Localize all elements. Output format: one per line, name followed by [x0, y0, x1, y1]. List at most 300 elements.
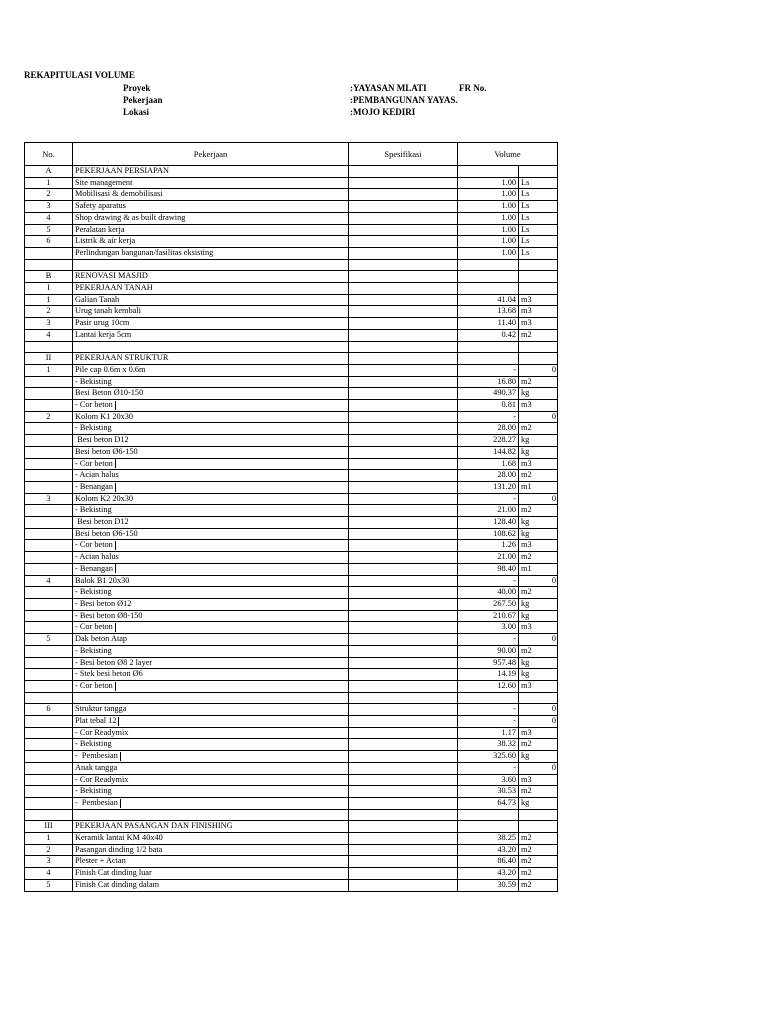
cell-unit	[519, 844, 558, 856]
cell-spesifikasi	[349, 622, 458, 634]
table-row	[25, 353, 558, 365]
cell-volume	[458, 692, 519, 704]
cell-no: 4	[25, 329, 73, 341]
cell-volume: 14.19	[458, 669, 519, 681]
table-row	[25, 716, 558, 728]
pekerjaan-text: Site management	[75, 177, 133, 187]
cell-no: 5	[25, 879, 73, 891]
cell-volume: 12.60	[458, 680, 519, 692]
cell-volume: -	[458, 493, 519, 505]
cell-pekerjaan	[73, 493, 349, 505]
cell-pekerjaan	[73, 751, 349, 763]
pekerjaan-text: Besi beton Ø6-150	[75, 528, 138, 538]
cell-spesifikasi	[349, 493, 458, 505]
table-row	[25, 224, 558, 236]
cell-unit	[519, 517, 558, 529]
cell-unit	[519, 704, 558, 716]
cell-no: B	[25, 271, 73, 283]
cell-divider-mark	[115, 682, 116, 691]
cell-pekerjaan	[73, 435, 349, 447]
cell-pekerjaan	[73, 212, 349, 224]
cell-no	[25, 446, 73, 458]
pekerjaan-text: Kolom K1 20x30	[75, 411, 134, 421]
table-row	[25, 388, 558, 400]
pekerjaan-text: PEKERJAAN PERSIAPAN	[75, 166, 169, 175]
cell-volume: 144.82	[458, 446, 519, 458]
cell-no: A	[25, 166, 73, 178]
cell-volume: 1.00	[458, 236, 519, 248]
cell-no	[25, 388, 73, 400]
pekerjaan-value: :PEMBANGUNAN YAYAS.	[350, 95, 458, 105]
cell-spesifikasi	[349, 283, 458, 295]
table-row	[25, 833, 558, 845]
cell-spesifikasi	[349, 809, 458, 821]
pekerjaan-text: - Benangan	[75, 563, 114, 573]
cell-volume: 3.00	[458, 622, 519, 634]
cell-volume: 108.62	[458, 528, 519, 540]
table-row	[25, 704, 558, 716]
cell-unit	[519, 622, 558, 634]
cell-pekerjaan	[73, 341, 349, 353]
proyek-label: Proyek	[123, 83, 151, 93]
cell-no	[25, 247, 73, 259]
table-row	[25, 446, 558, 458]
table-row	[25, 680, 558, 692]
cell-unit	[519, 224, 558, 236]
cell-unit	[519, 528, 558, 540]
table-row	[25, 271, 558, 283]
cell-no	[25, 435, 73, 447]
table-row-blank	[25, 341, 558, 353]
table-row	[25, 622, 558, 634]
cell-pekerjaan	[73, 669, 349, 681]
cell-no	[25, 727, 73, 739]
cell-pekerjaan	[73, 400, 349, 412]
cell-unit	[519, 212, 558, 224]
table-row	[25, 657, 558, 669]
cell-volume: 1.00	[458, 189, 519, 201]
lokasi-value: :MOJO KEDIRI	[350, 107, 416, 117]
cell-volume: 41.04	[458, 294, 519, 306]
cell-unit	[519, 470, 558, 482]
cell-unit	[519, 458, 558, 470]
pekerjaan-text: - Cor beton	[75, 400, 113, 410]
cell-divider-mark	[115, 541, 116, 550]
cell-unit	[519, 716, 558, 728]
table-row	[25, 669, 558, 681]
cell-no	[25, 692, 73, 704]
pekerjaan-text: - Cor Readymix	[75, 774, 129, 784]
cell-spesifikasi	[349, 306, 458, 318]
cell-spesifikasi	[349, 212, 458, 224]
cell-no	[25, 563, 73, 575]
pekerjaan-text: Balok B1 20x30	[75, 575, 130, 585]
cell-pekerjaan	[73, 563, 349, 575]
cell-no: 6	[25, 236, 73, 248]
table-row	[25, 575, 558, 587]
table-row	[25, 727, 558, 739]
unit-text: kg	[521, 610, 530, 620]
cell-pekerjaan	[73, 809, 349, 821]
cell-spesifikasi	[349, 236, 458, 248]
unit-text: m3	[521, 727, 532, 737]
cell-spesifikasi	[349, 563, 458, 575]
unit-text: kg	[521, 388, 530, 398]
pekerjaan-text: Galian Tanah	[75, 294, 120, 304]
cell-spesifikasi	[349, 657, 458, 669]
cell-unit	[519, 680, 558, 692]
cell-spesifikasi	[349, 294, 458, 306]
cell-no: 1	[25, 364, 73, 376]
cell-unit	[519, 821, 558, 833]
unit-text: kg	[521, 528, 530, 538]
cell-pekerjaan	[73, 692, 349, 704]
cell-volume: -	[458, 364, 519, 376]
cell-volume: 16.80	[458, 376, 519, 388]
table-row-blank	[25, 259, 558, 271]
cell-pekerjaan	[73, 353, 349, 365]
pekerjaan-text: Perlindungan bangunan/fasilitas eksisting	[75, 247, 214, 257]
cell-unit	[519, 540, 558, 552]
pekerjaan-text: - Stek besi beton Ø6	[75, 669, 143, 679]
table-row	[25, 634, 558, 646]
cell-volume: 43.20	[458, 868, 519, 880]
pekerjaan-text: - Benangan	[75, 481, 114, 491]
cell-spesifikasi	[349, 762, 458, 774]
cell-unit	[519, 177, 558, 189]
cell-spesifikasi	[349, 528, 458, 540]
column-header-volume: Volume	[458, 143, 558, 166]
cell-unit	[519, 341, 558, 353]
cell-pekerjaan	[73, 657, 349, 669]
table-row	[25, 423, 558, 435]
pekerjaan-text: - Besi beton Ø8-150	[75, 610, 143, 620]
cell-no	[25, 669, 73, 681]
pekerjaan-text: - Besi beton Ø8 2 layer	[75, 657, 153, 667]
cell-volume: 21.00	[458, 505, 519, 517]
cell-pekerjaan	[73, 517, 349, 529]
cell-no	[25, 423, 73, 435]
cell-spesifikasi	[349, 318, 458, 330]
cell-pekerjaan	[73, 283, 349, 295]
cell-unit	[519, 868, 558, 880]
cell-spesifikasi	[349, 598, 458, 610]
pekerjaan-text: - Bekisting	[75, 786, 112, 796]
cell-no	[25, 657, 73, 669]
table-row	[25, 247, 558, 259]
unit-text: Ls	[521, 189, 530, 199]
cell-unit	[519, 739, 558, 751]
pekerjaan-text: Listrik & air kerja	[75, 236, 136, 246]
pekerjaan-text: Urug tanah kembali	[75, 306, 141, 316]
pekerjaan-text: - Cor beton	[75, 622, 113, 632]
cell-pekerjaan	[73, 294, 349, 306]
cell-spesifikasi	[349, 634, 458, 646]
pekerjaan-text: - Pembesian	[75, 751, 118, 761]
pekerjaan-text: Safety aparatus	[75, 201, 126, 211]
cell-unit	[519, 786, 558, 798]
cell-unit	[519, 353, 558, 365]
pekerjaan-text: - Bekisting	[75, 505, 112, 515]
table-row	[25, 797, 558, 809]
cell-spesifikasi	[349, 470, 458, 482]
cell-spesifikasi	[349, 446, 458, 458]
cell-spesifikasi	[349, 645, 458, 657]
cell-no: I	[25, 283, 73, 295]
cell-pekerjaan	[73, 364, 349, 376]
cell-pekerjaan	[73, 528, 349, 540]
pekerjaan-text: Keramik lantai KM 40x40	[75, 833, 163, 843]
cell-no	[25, 481, 73, 493]
table-row	[25, 400, 558, 412]
cell-volume	[458, 821, 519, 833]
cell-unit	[519, 634, 558, 646]
cell-spesifikasi	[349, 458, 458, 470]
cell-pekerjaan	[73, 481, 349, 493]
unit-text: m1	[521, 563, 532, 573]
unit-text: kg	[521, 517, 530, 527]
cell-no: 5	[25, 634, 73, 646]
pekerjaan-text: - Besi beton Ø12	[75, 598, 132, 608]
table-row	[25, 318, 558, 330]
cell-no: 6	[25, 704, 73, 716]
cell-spesifikasi	[349, 400, 458, 412]
cell-pekerjaan	[73, 680, 349, 692]
cell-no: 2	[25, 844, 73, 856]
cell-no: 2	[25, 411, 73, 423]
cell-divider-mark	[120, 799, 121, 808]
cell-pekerjaan	[73, 645, 349, 657]
cell-pekerjaan	[73, 716, 349, 728]
cell-divider-mark	[118, 717, 119, 726]
cell-volume: 38.32	[458, 739, 519, 751]
cell-spesifikasi	[349, 423, 458, 435]
cell-volume: 0.81	[458, 400, 519, 412]
cell-no: 3	[25, 318, 73, 330]
cell-pekerjaan	[73, 458, 349, 470]
cell-pekerjaan	[73, 470, 349, 482]
table-row	[25, 470, 558, 482]
column-header-pekerjaan: Pekerjaan	[73, 143, 349, 166]
cell-volume: -	[458, 716, 519, 728]
pekerjaan-text: - Cor Readymix	[75, 727, 129, 737]
cell-unit	[519, 435, 558, 447]
cell-pekerjaan	[73, 166, 349, 178]
cell-spesifikasi	[349, 797, 458, 809]
cell-divider-mark	[115, 401, 116, 410]
cell-pekerjaan	[73, 505, 349, 517]
cell-volume: 128.40	[458, 517, 519, 529]
cell-spesifikasi	[349, 364, 458, 376]
unit-text: m3	[521, 294, 532, 304]
cell-spesifikasi	[349, 247, 458, 259]
cell-spesifikasi	[349, 388, 458, 400]
cell-pekerjaan	[73, 739, 349, 751]
cell-spesifikasi	[349, 669, 458, 681]
cell-no	[25, 400, 73, 412]
table-row	[25, 774, 558, 786]
pekerjaan-text: Anak tangga	[75, 762, 118, 772]
cell-no: 1	[25, 294, 73, 306]
cell-unit	[519, 329, 558, 341]
cell-spesifikasi	[349, 341, 458, 353]
cell-no	[25, 622, 73, 634]
cell-no	[25, 598, 73, 610]
cell-pekerjaan	[73, 762, 349, 774]
pekerjaan-label: Pekerjaan	[123, 95, 163, 105]
cell-volume: 90.00	[458, 645, 519, 657]
cell-spesifikasi	[349, 189, 458, 201]
cell-zero-value: 0	[551, 493, 557, 503]
unit-text: m2	[521, 423, 532, 433]
cell-unit	[519, 400, 558, 412]
cell-spesifikasi	[349, 868, 458, 880]
cell-zero-value: 0	[551, 762, 557, 772]
cell-zero-value: 0	[551, 411, 557, 421]
cell-unit	[519, 493, 558, 505]
pekerjaan-text: Lantai kerja 5cm	[75, 329, 132, 339]
cell-spesifikasi	[349, 821, 458, 833]
pekerjaan-text: Peralatan kerja	[75, 224, 125, 234]
cell-no	[25, 540, 73, 552]
unit-text: m1	[521, 481, 532, 491]
unit-text: m2	[521, 587, 532, 597]
pekerjaan-text: Pasir urug 10cm	[75, 318, 130, 328]
cell-spesifikasi	[349, 271, 458, 283]
cell-volume: 28.00	[458, 470, 519, 482]
cell-unit	[519, 692, 558, 704]
cell-pekerjaan	[73, 622, 349, 634]
pekerjaan-text: Besi beton D12	[75, 517, 129, 527]
table-row	[25, 189, 558, 201]
cell-pekerjaan	[73, 727, 349, 739]
cell-volume: 40.00	[458, 587, 519, 599]
cell-pekerjaan	[73, 833, 349, 845]
cell-spesifikasi	[349, 224, 458, 236]
cell-pekerjaan	[73, 318, 349, 330]
cell-pekerjaan	[73, 411, 349, 423]
unit-text: m2	[521, 868, 532, 878]
cell-no	[25, 505, 73, 517]
cell-pekerjaan	[73, 189, 349, 201]
lokasi-label: Lokasi	[123, 107, 150, 117]
document-title: REKAPITULASI VOLUME	[24, 70, 135, 80]
table-row	[25, 376, 558, 388]
cell-spesifikasi	[349, 575, 458, 587]
cell-no	[25, 587, 73, 599]
cell-no: 4	[25, 868, 73, 880]
cell-unit	[519, 587, 558, 599]
cell-volume	[458, 283, 519, 295]
table-row	[25, 868, 558, 880]
cell-no	[25, 797, 73, 809]
cell-volume	[458, 166, 519, 178]
cell-no	[25, 739, 73, 751]
cell-volume: 21.00	[458, 552, 519, 564]
pekerjaan-text: - Bekisting	[75, 645, 112, 655]
cell-spesifikasi	[349, 879, 458, 891]
pekerjaan-text: Finish Cat dinding luar	[75, 868, 152, 878]
cell-no	[25, 774, 73, 786]
unit-text: m2	[521, 739, 532, 749]
unit-text: Ls	[521, 201, 530, 211]
cell-unit	[519, 856, 558, 868]
cell-volume: 38.25	[458, 833, 519, 845]
cell-volume: -	[458, 411, 519, 423]
unit-text: kg	[521, 657, 530, 667]
cell-no	[25, 528, 73, 540]
table-row	[25, 166, 558, 178]
cell-spesifikasi	[349, 411, 458, 423]
table-row	[25, 540, 558, 552]
unit-text: m3	[521, 774, 532, 784]
cell-unit	[519, 376, 558, 388]
cell-pekerjaan	[73, 786, 349, 798]
cell-volume: 325.60	[458, 751, 519, 763]
cell-volume: 28.00	[458, 423, 519, 435]
cell-volume: 98.40	[458, 563, 519, 575]
cell-unit	[519, 294, 558, 306]
cell-unit	[519, 423, 558, 435]
table-row	[25, 236, 558, 248]
cell-spesifikasi	[349, 716, 458, 728]
cell-volume: 43.20	[458, 844, 519, 856]
unit-text: m2	[521, 833, 532, 843]
cell-no	[25, 552, 73, 564]
table-row	[25, 762, 558, 774]
pekerjaan-text: - Bekisting	[75, 587, 112, 597]
pekerjaan-text: Struktur tangga	[75, 704, 127, 714]
cell-no	[25, 470, 73, 482]
table-row	[25, 364, 558, 376]
cell-zero-value: 0	[551, 575, 557, 585]
table-row	[25, 481, 558, 493]
cell-unit	[519, 306, 558, 318]
cell-unit	[519, 236, 558, 248]
pekerjaan-text: - Acian halus	[75, 552, 119, 562]
unit-text: m2	[521, 645, 532, 655]
cell-unit	[519, 809, 558, 821]
table-row	[25, 329, 558, 341]
cell-spesifikasi	[349, 739, 458, 751]
cell-volume: 11.40	[458, 318, 519, 330]
table-row	[25, 610, 558, 622]
cell-unit	[519, 166, 558, 178]
cell-divider-mark	[115, 459, 116, 468]
cell-pekerjaan	[73, 177, 349, 189]
cell-pekerjaan	[73, 236, 349, 248]
table-row	[25, 212, 558, 224]
pekerjaan-text: Plester + Acian	[75, 856, 126, 866]
cell-volume: 1.00	[458, 212, 519, 224]
table-row	[25, 528, 558, 540]
cell-no	[25, 786, 73, 798]
column-header-no: No.	[25, 143, 73, 166]
cell-zero-value: 0	[551, 364, 557, 374]
cell-volume: 86.40	[458, 856, 519, 868]
cell-volume: 1.17	[458, 727, 519, 739]
fr-number-label: FR No.	[459, 83, 487, 93]
pekerjaan-text: Shop drawing & as built drawing	[75, 212, 186, 222]
cell-unit	[519, 552, 558, 564]
pekerjaan-text: - Bekisting	[75, 739, 112, 749]
cell-unit	[519, 774, 558, 786]
cell-no: III	[25, 821, 73, 833]
unit-text: Ls	[521, 236, 530, 246]
cell-no: 5	[25, 224, 73, 236]
cell-spesifikasi	[349, 517, 458, 529]
cell-volume: 131.20	[458, 481, 519, 493]
